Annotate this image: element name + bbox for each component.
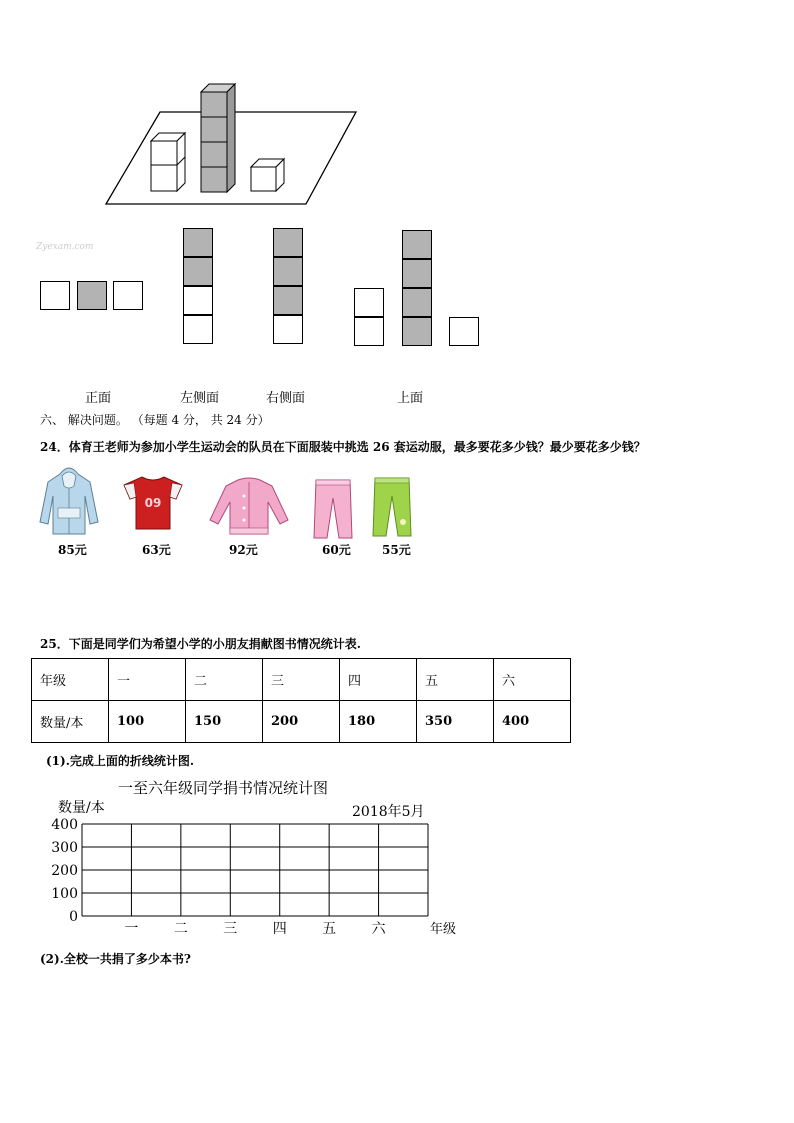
table-cell: 四 <box>340 659 417 701</box>
green-pants-image <box>371 476 413 538</box>
y-tick-label: 100 <box>51 886 78 902</box>
table-cell: 一 <box>109 659 186 701</box>
hoodie-image <box>38 464 100 538</box>
section6-title: 六、 解决问题。 （每题 4 分， 共 24 分） <box>40 413 270 427</box>
price-jacket: 92元 <box>229 543 258 557</box>
x-tick-label: 四 <box>272 921 287 937</box>
table-cell: 五 <box>417 659 494 701</box>
table-cell: 100 <box>109 701 186 743</box>
table-cell: 180 <box>340 701 417 743</box>
svg-text:09: 09 <box>144 496 162 510</box>
q24-text: 24．体育王老师为参加小学生运动会的队员在下面服装中挑选 26 套运动服，最多要花多少钱？最少要花多少钱？ <box>40 440 646 454</box>
x-tick-label: 六 <box>371 921 386 937</box>
table-row <box>32 701 571 743</box>
tshirt-image <box>122 475 184 531</box>
table-cell: 200 <box>263 701 340 743</box>
view-label-left: 左侧面 <box>180 391 220 406</box>
line-chart-grid <box>40 815 460 940</box>
y-tick-label: 200 <box>51 863 78 879</box>
q25-part1: (1).完成上面的折线统计图. <box>46 754 195 768</box>
table-cell: 350 <box>417 701 494 743</box>
table-cell: 六 <box>494 659 571 701</box>
q25-text: 25．下面是同学们为希望小学的小朋友捐献图书情况统计表. <box>40 637 361 651</box>
price-tshirt: 63元 <box>142 543 171 557</box>
table-cell: 二 <box>186 659 263 701</box>
price-green-pants: 55元 <box>382 543 411 557</box>
jacket-image <box>208 476 290 536</box>
y-tick-label: 300 <box>51 840 78 856</box>
price-hoodie: 85元 <box>58 543 87 557</box>
table-row <box>32 659 571 701</box>
y-tick-label: 400 <box>51 817 78 833</box>
donation-table <box>31 658 571 743</box>
watermark: Zyexam.com <box>36 242 94 252</box>
x-tick-label: 一 <box>124 921 139 937</box>
table-cell: 三 <box>263 659 340 701</box>
chart-ylabel: 数量/本 <box>58 800 105 816</box>
x-tick-label: 五 <box>322 921 337 937</box>
view-label-right: 右侧面 <box>266 391 306 406</box>
chart-subtitle: 2018年5月 <box>352 804 425 820</box>
q25-part2: (2).全校一共捐了多少本书? <box>40 952 191 966</box>
x-tick-label: 二 <box>173 921 188 937</box>
table-cell: 150 <box>186 701 263 743</box>
block-figure <box>100 80 360 210</box>
y-tick-label: 0 <box>69 909 78 925</box>
x-axis-label: 年级 <box>430 922 457 937</box>
view-label-top: 上面 <box>397 391 424 406</box>
price-pink-pants: 60元 <box>322 543 351 557</box>
view-label-front: 正面 <box>85 391 112 406</box>
pink-pants-image <box>312 478 354 540</box>
table-header-count: 数量/本 <box>32 701 109 743</box>
table-cell: 400 <box>494 701 571 743</box>
x-tick-label: 三 <box>223 921 238 937</box>
table-header-grade: 年级 <box>32 659 109 701</box>
chart-title: 一至六年级同学捐书情况统计图 <box>118 779 329 797</box>
